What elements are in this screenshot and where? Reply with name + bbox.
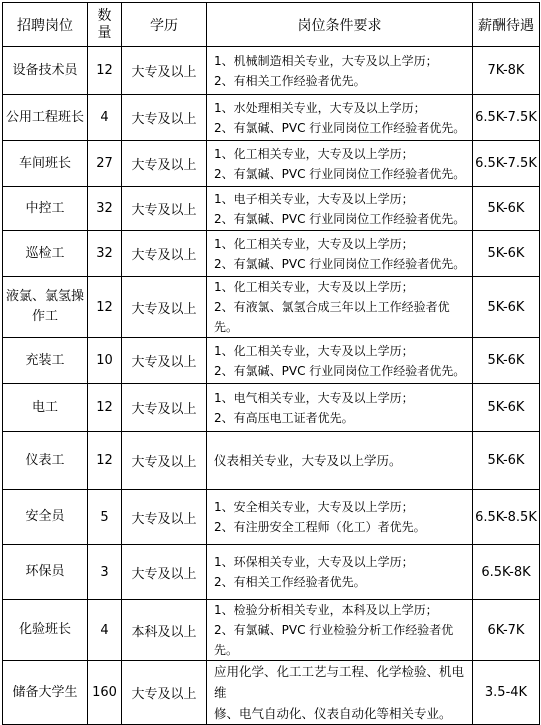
- cell-position: 仪表工: [3, 432, 88, 490]
- cell-education: 大专及以上: [122, 47, 207, 95]
- requirement-line-1: 1、水处理相关专业，大专及以上学历；: [214, 100, 426, 115]
- cell-position: 公用工程班长: [3, 95, 88, 141]
- cell-requirements: [207, 545, 473, 600]
- cell-count: 5: [88, 490, 122, 545]
- cell-requirements: [207, 338, 473, 384]
- cell-count: 27: [88, 141, 122, 187]
- cell-salary: 6K-7K: [473, 600, 540, 661]
- cell-education: 大专及以上: [122, 490, 207, 545]
- cell-requirements: [207, 187, 473, 231]
- cell-salary: 6.5K-7.5K: [473, 95, 540, 141]
- cell-requirements: [207, 432, 473, 490]
- cell-count: 12: [88, 432, 122, 490]
- cell-requirements: [207, 231, 473, 277]
- cell-requirements: [207, 141, 473, 187]
- table-row: [3, 490, 540, 545]
- cell-count: 32: [88, 231, 122, 277]
- header-row: [3, 3, 540, 47]
- requirement-line-2: 2、有氯碱、PVC 行业同岗位工作经验者优先。: [214, 166, 466, 181]
- header-education: 学历: [122, 3, 207, 47]
- cell-position: 储备大学生: [3, 661, 88, 725]
- cell-salary: 6.5K-8.5K: [473, 490, 540, 545]
- header-position: 招聘岗位: [3, 3, 88, 47]
- requirement-line-2: 2、有氯碱、PVC 行业同岗位工作经验者优先。: [214, 256, 466, 271]
- requirement-line-2: 2、有液氯、氯氢合成三年以上工作经验者优先。: [214, 300, 450, 334]
- requirement-line-2: 2、有高压电工证者优先。: [214, 410, 354, 425]
- cell-salary: 5K-6K: [473, 231, 540, 277]
- cell-salary: 6.5K-8K: [473, 545, 540, 600]
- requirement-line-1: 1、环保相关专业，大专及以上学历；: [214, 555, 414, 569]
- cell-salary: 6.5K-7.5K: [473, 141, 540, 187]
- requirement-line-1: 1、安全相关专业，大专及以上学历；: [214, 500, 414, 514]
- cell-requirements: [207, 384, 473, 432]
- requirement-line-2: 2、有氯碱、PVC 行业同岗位工作经验者优先。: [214, 211, 466, 226]
- cell-education: 大专及以上: [122, 545, 207, 600]
- cell-count: 4: [88, 95, 122, 141]
- requirement-line-1: 1、化工相关专业，大专及以上学历；: [214, 236, 414, 251]
- table-row: [3, 661, 540, 725]
- cell-education: 大专及以上: [122, 231, 207, 277]
- requirement-line-2: 2、有相关工作经验者优先。: [214, 575, 366, 589]
- cell-count: 3: [88, 545, 122, 600]
- table-row: [3, 95, 540, 141]
- requirement-line-1: 1、化工相关专业，大专及以上学历；: [214, 280, 414, 294]
- cell-position: 化验班长: [3, 600, 88, 661]
- table-row: [3, 384, 540, 432]
- requirement-line-2: 修、电气自动化、仪表自动化等相关专业。: [214, 706, 452, 721]
- table-row: [3, 47, 540, 95]
- cell-salary: 3.5-4K: [473, 661, 540, 725]
- cell-requirements: [207, 47, 473, 95]
- cell-position: 巡检工: [3, 231, 88, 277]
- table-row: [3, 277, 540, 338]
- cell-count: 12: [88, 277, 122, 338]
- cell-education: 本科及以上: [122, 600, 207, 661]
- requirement-line-2: 2、有氯碱、PVC 行业检验分析工作经验者优先。: [214, 623, 454, 657]
- table-row: [3, 231, 540, 277]
- requirement-line-1: 1、电气相关专业，大专及以上学历；: [214, 390, 414, 405]
- cell-salary: 5K-6K: [473, 338, 540, 384]
- cell-salary: 5K-6K: [473, 384, 540, 432]
- cell-position: 设备技术员: [3, 47, 88, 95]
- requirement-line-1: 应用化学、化工工艺与工程、化学检验、机电维: [214, 664, 465, 700]
- table-row: [3, 432, 540, 490]
- cell-count: 160: [88, 661, 122, 725]
- cell-salary: 5K-6K: [473, 432, 540, 490]
- requirement-line-2: 2、有氯碱、PVC 行业同岗位工作经验者优先。: [214, 120, 466, 135]
- cell-education: 大专及以上: [122, 141, 207, 187]
- table-row: [3, 187, 540, 231]
- cell-count: 32: [88, 187, 122, 231]
- cell-education: 大专及以上: [122, 432, 207, 490]
- cell-requirements: [207, 600, 473, 661]
- cell-requirements: [207, 95, 473, 141]
- cell-requirements: [207, 490, 473, 545]
- cell-salary: 5K-6K: [473, 187, 540, 231]
- recruitment-table: [2, 2, 540, 725]
- table-row: [3, 141, 540, 187]
- requirement-line-2: 2、有注册安全工程师（化工）者优先。: [214, 520, 426, 534]
- cell-education: 大专及以上: [122, 95, 207, 141]
- cell-position: 充装工: [3, 338, 88, 384]
- requirement-line-1: 1、化工相关专业，大专及以上学历；: [214, 146, 414, 161]
- requirement-line-1: 仪表相关专业，大专及以上学历。: [214, 452, 402, 468]
- header-count: 数量: [88, 3, 122, 47]
- header-requirements: 岗位条件要求: [207, 3, 473, 47]
- cell-position: 安全员: [3, 490, 88, 545]
- cell-position: 电工: [3, 384, 88, 432]
- cell-education: 大专及以上: [122, 277, 207, 338]
- cell-education: 大专及以上: [122, 661, 207, 725]
- requirement-line-1: 1、化工相关专业，大专及以上学历；: [214, 343, 414, 358]
- cell-education: 大专及以上: [122, 384, 207, 432]
- header-salary: 薪酬待遇: [473, 3, 540, 47]
- cell-position: 车间班长: [3, 141, 88, 187]
- table-row: [3, 545, 540, 600]
- cell-requirements: [207, 277, 473, 338]
- table-row: [3, 600, 540, 661]
- cell-position: 环保员: [3, 545, 88, 600]
- cell-count: 10: [88, 338, 122, 384]
- cell-count: 12: [88, 47, 122, 95]
- requirement-line-2: 2、有相关工作经验者优先。: [214, 73, 366, 88]
- cell-position: 液氯、氯氢操作工: [3, 277, 88, 338]
- cell-position: 中控工: [3, 187, 88, 231]
- cell-salary: 5K-6K: [473, 277, 540, 338]
- cell-salary: 7K-8K: [473, 47, 540, 95]
- requirement-line-1: 1、检验分析相关专业，本科及以上学历；: [214, 603, 438, 617]
- requirement-line-1: 1、机械制造相关专业，大专及以上学历；: [214, 53, 438, 68]
- cell-education: 大专及以上: [122, 338, 207, 384]
- requirement-line-2: 2、有氯碱、PVC 行业同岗位工作经验者优先。: [214, 363, 466, 378]
- cell-count: 4: [88, 600, 122, 661]
- cell-count: 12: [88, 384, 122, 432]
- table-row: [3, 338, 540, 384]
- requirement-line-1: 1、电子相关专业，大专及以上学历；: [214, 191, 414, 206]
- cell-requirements: [207, 661, 473, 725]
- cell-education: 大专及以上: [122, 187, 207, 231]
